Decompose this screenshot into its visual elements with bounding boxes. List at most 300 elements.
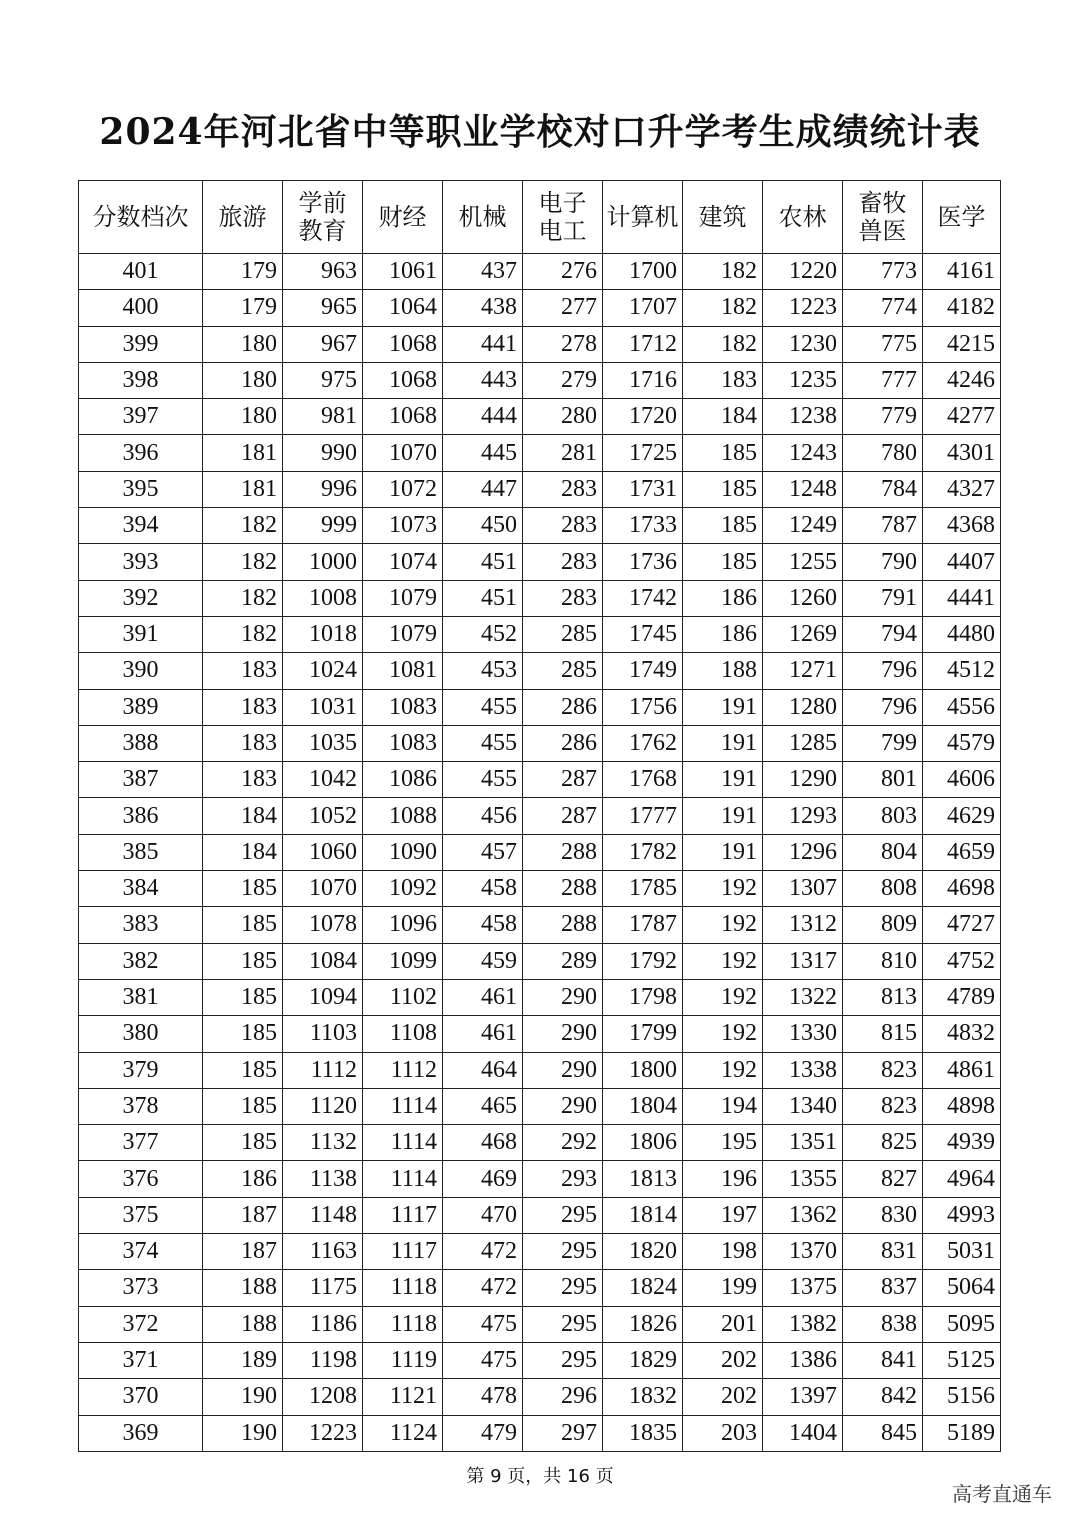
score-cell: 397 [79, 399, 203, 435]
count-cell: 288 [523, 907, 603, 943]
count-cell: 1777 [603, 798, 683, 834]
count-cell: 842 [843, 1379, 923, 1415]
count-cell: 791 [843, 580, 923, 616]
table-row [79, 544, 1001, 580]
count-cell: 1102 [363, 979, 443, 1015]
count-cell: 1018 [283, 616, 363, 652]
count-cell: 1835 [603, 1415, 683, 1451]
column-header: 电子 电工 [523, 181, 603, 254]
count-cell: 182 [203, 580, 283, 616]
count-cell: 184 [203, 798, 283, 834]
count-cell: 185 [203, 1088, 283, 1124]
count-cell: 189 [203, 1342, 283, 1378]
count-cell: 1083 [363, 689, 443, 725]
table-row [79, 435, 1001, 471]
table-row [79, 616, 1001, 652]
count-cell: 1070 [283, 871, 363, 907]
count-cell: 1223 [763, 290, 843, 326]
count-cell: 804 [843, 834, 923, 870]
count-cell: 1060 [283, 834, 363, 870]
count-cell: 183 [203, 689, 283, 725]
count-cell: 1731 [603, 471, 683, 507]
count-cell: 787 [843, 508, 923, 544]
table-row [79, 1270, 1001, 1306]
count-cell: 5125 [923, 1342, 1001, 1378]
count-cell: 287 [523, 798, 603, 834]
count-cell: 191 [683, 798, 763, 834]
count-cell: 4277 [923, 399, 1001, 435]
count-cell: 1762 [603, 725, 683, 761]
count-cell: 451 [443, 544, 523, 580]
score-cell: 370 [79, 1379, 203, 1415]
score-cell: 392 [79, 580, 203, 616]
count-cell: 773 [843, 254, 923, 290]
count-cell: 286 [523, 689, 603, 725]
count-cell: 794 [843, 616, 923, 652]
count-cell: 464 [443, 1052, 523, 1088]
count-cell: 1000 [283, 544, 363, 580]
count-cell: 451 [443, 580, 523, 616]
count-cell: 1798 [603, 979, 683, 1015]
count-cell: 1124 [363, 1415, 443, 1451]
count-cell: 295 [523, 1306, 603, 1342]
count-cell: 290 [523, 1016, 603, 1052]
count-cell: 1806 [603, 1125, 683, 1161]
count-cell: 479 [443, 1415, 523, 1451]
score-cell: 384 [79, 871, 203, 907]
count-cell: 1800 [603, 1052, 683, 1088]
count-cell: 455 [443, 725, 523, 761]
count-cell: 453 [443, 653, 523, 689]
count-cell: 4441 [923, 580, 1001, 616]
count-cell: 280 [523, 399, 603, 435]
count-cell: 996 [283, 471, 363, 507]
count-cell: 196 [683, 1161, 763, 1197]
count-cell: 1083 [363, 725, 443, 761]
count-cell: 4579 [923, 725, 1001, 761]
count-cell: 185 [683, 508, 763, 544]
table-row [79, 871, 1001, 907]
score-cell: 375 [79, 1197, 203, 1233]
score-cell: 394 [79, 508, 203, 544]
count-cell: 809 [843, 907, 923, 943]
count-cell: 1108 [363, 1016, 443, 1052]
count-cell: 458 [443, 871, 523, 907]
count-cell: 1112 [363, 1052, 443, 1088]
count-cell: 1118 [363, 1270, 443, 1306]
count-cell: 185 [203, 979, 283, 1015]
count-cell: 198 [683, 1234, 763, 1270]
count-cell: 775 [843, 326, 923, 362]
table-row [79, 1016, 1001, 1052]
score-cell: 379 [79, 1052, 203, 1088]
count-cell: 182 [683, 326, 763, 362]
count-cell: 192 [683, 943, 763, 979]
count-cell: 192 [683, 1016, 763, 1052]
count-cell: 1829 [603, 1342, 683, 1378]
count-cell: 279 [523, 362, 603, 398]
count-cell: 1375 [763, 1270, 843, 1306]
count-cell: 183 [203, 653, 283, 689]
count-cell: 1088 [363, 798, 443, 834]
count-cell: 1712 [603, 326, 683, 362]
score-cell: 373 [79, 1270, 203, 1306]
count-cell: 1338 [763, 1052, 843, 1088]
column-header: 建筑 [683, 181, 763, 254]
count-cell: 1782 [603, 834, 683, 870]
count-cell: 180 [203, 326, 283, 362]
count-cell: 1094 [283, 979, 363, 1015]
score-cell: 377 [79, 1125, 203, 1161]
count-cell: 441 [443, 326, 523, 362]
count-cell: 1355 [763, 1161, 843, 1197]
table-row [79, 1415, 1001, 1451]
count-cell: 192 [683, 871, 763, 907]
count-cell: 1070 [363, 435, 443, 471]
count-cell: 295 [523, 1270, 603, 1306]
table-row [79, 653, 1001, 689]
score-cell: 369 [79, 1415, 203, 1451]
count-cell: 1117 [363, 1234, 443, 1270]
table-row [79, 508, 1001, 544]
count-cell: 286 [523, 725, 603, 761]
score-cell: 371 [79, 1342, 203, 1378]
count-cell: 4246 [923, 362, 1001, 398]
table-row [79, 326, 1001, 362]
count-cell: 1736 [603, 544, 683, 580]
score-cell: 388 [79, 725, 203, 761]
table-row [79, 1052, 1001, 1088]
count-cell: 1112 [283, 1052, 363, 1088]
count-cell: 1186 [283, 1306, 363, 1342]
count-cell: 278 [523, 326, 603, 362]
count-cell: 4512 [923, 653, 1001, 689]
count-cell: 437 [443, 254, 523, 290]
table-row [79, 1197, 1001, 1233]
column-header: 机械 [443, 181, 523, 254]
count-cell: 276 [523, 254, 603, 290]
count-cell: 290 [523, 979, 603, 1015]
count-cell: 779 [843, 399, 923, 435]
count-cell: 1733 [603, 508, 683, 544]
count-cell: 181 [203, 435, 283, 471]
count-cell: 1768 [603, 762, 683, 798]
count-cell: 4832 [923, 1016, 1001, 1052]
count-cell: 1118 [363, 1306, 443, 1342]
score-cell: 387 [79, 762, 203, 798]
count-cell: 1073 [363, 508, 443, 544]
score-cell: 382 [79, 943, 203, 979]
count-cell: 1119 [363, 1342, 443, 1378]
table-row [79, 399, 1001, 435]
count-cell: 4964 [923, 1161, 1001, 1197]
count-cell: 4939 [923, 1125, 1001, 1161]
count-cell: 823 [843, 1052, 923, 1088]
count-cell: 841 [843, 1342, 923, 1378]
count-cell: 1749 [603, 653, 683, 689]
count-cell: 192 [683, 1052, 763, 1088]
table-row [79, 762, 1001, 798]
count-cell: 1787 [603, 907, 683, 943]
table-row [79, 834, 1001, 870]
count-cell: 1249 [763, 508, 843, 544]
count-cell: 774 [843, 290, 923, 326]
count-cell: 1238 [763, 399, 843, 435]
count-cell: 4629 [923, 798, 1001, 834]
count-cell: 1707 [603, 290, 683, 326]
count-cell: 5156 [923, 1379, 1001, 1415]
count-cell: 1290 [763, 762, 843, 798]
count-cell: 965 [283, 290, 363, 326]
count-cell: 186 [203, 1161, 283, 1197]
count-cell: 1792 [603, 943, 683, 979]
count-cell: 185 [203, 943, 283, 979]
count-cell: 4161 [923, 254, 1001, 290]
count-cell: 1132 [283, 1125, 363, 1161]
count-cell: 288 [523, 834, 603, 870]
count-cell: 1404 [763, 1415, 843, 1451]
count-cell: 5189 [923, 1415, 1001, 1451]
source-watermark: 高考直通车 [952, 1482, 1052, 1506]
column-header: 医学 [923, 181, 1001, 254]
count-cell: 1114 [363, 1088, 443, 1124]
count-cell: 188 [203, 1270, 283, 1306]
count-cell: 4215 [923, 326, 1001, 362]
count-cell: 1330 [763, 1016, 843, 1052]
column-header: 农林 [763, 181, 843, 254]
count-cell: 1799 [603, 1016, 683, 1052]
count-cell: 4480 [923, 616, 1001, 652]
count-cell: 1198 [283, 1342, 363, 1378]
count-cell: 192 [683, 979, 763, 1015]
count-cell: 838 [843, 1306, 923, 1342]
count-cell: 1285 [763, 725, 843, 761]
count-cell: 287 [523, 762, 603, 798]
column-header: 财经 [363, 181, 443, 254]
count-cell: 1064 [363, 290, 443, 326]
count-cell: 1042 [283, 762, 363, 798]
count-cell: 4698 [923, 871, 1001, 907]
count-cell: 285 [523, 616, 603, 652]
score-cell: 381 [79, 979, 203, 1015]
count-cell: 1121 [363, 1379, 443, 1415]
count-cell: 180 [203, 362, 283, 398]
count-cell: 183 [683, 362, 763, 398]
table-row [79, 254, 1001, 290]
count-cell: 188 [203, 1306, 283, 1342]
count-cell: 963 [283, 254, 363, 290]
count-cell: 285 [523, 653, 603, 689]
score-cell: 393 [79, 544, 203, 580]
count-cell: 796 [843, 689, 923, 725]
count-cell: 981 [283, 399, 363, 435]
count-cell: 1832 [603, 1379, 683, 1415]
count-cell: 444 [443, 399, 523, 435]
count-cell: 1255 [763, 544, 843, 580]
count-cell: 808 [843, 871, 923, 907]
table-row [79, 1306, 1001, 1342]
count-cell: 1248 [763, 471, 843, 507]
count-cell: 1117 [363, 1197, 443, 1233]
count-cell: 1260 [763, 580, 843, 616]
count-cell: 1824 [603, 1270, 683, 1306]
count-cell: 283 [523, 544, 603, 580]
count-cell: 1068 [363, 326, 443, 362]
score-table [78, 180, 1001, 1452]
count-cell: 810 [843, 943, 923, 979]
count-cell: 184 [683, 399, 763, 435]
count-cell: 183 [203, 725, 283, 761]
count-cell: 1280 [763, 689, 843, 725]
count-cell: 4789 [923, 979, 1001, 1015]
count-cell: 5095 [923, 1306, 1001, 1342]
table-row [79, 1088, 1001, 1124]
count-cell: 1208 [283, 1379, 363, 1415]
count-cell: 186 [683, 616, 763, 652]
count-cell: 192 [683, 907, 763, 943]
count-cell: 4861 [923, 1052, 1001, 1088]
count-cell: 1220 [763, 254, 843, 290]
count-cell: 191 [683, 762, 763, 798]
count-cell: 182 [203, 616, 283, 652]
count-cell: 1081 [363, 653, 443, 689]
count-cell: 1079 [363, 616, 443, 652]
count-cell: 1826 [603, 1306, 683, 1342]
count-cell: 450 [443, 508, 523, 544]
score-cell: 395 [79, 471, 203, 507]
table-row [79, 1125, 1001, 1161]
count-cell: 1725 [603, 435, 683, 471]
count-cell: 190 [203, 1379, 283, 1415]
count-cell: 295 [523, 1234, 603, 1270]
count-cell: 803 [843, 798, 923, 834]
count-cell: 288 [523, 871, 603, 907]
count-cell: 4182 [923, 290, 1001, 326]
table-row [79, 290, 1001, 326]
count-cell: 815 [843, 1016, 923, 1052]
table-row [79, 362, 1001, 398]
count-cell: 455 [443, 689, 523, 725]
count-cell: 183 [203, 762, 283, 798]
count-cell: 194 [683, 1088, 763, 1124]
score-cell: 378 [79, 1088, 203, 1124]
count-cell: 4727 [923, 907, 1001, 943]
count-cell: 780 [843, 435, 923, 471]
count-cell: 456 [443, 798, 523, 834]
count-cell: 4407 [923, 544, 1001, 580]
count-cell: 472 [443, 1234, 523, 1270]
score-cell: 389 [79, 689, 203, 725]
count-cell: 1175 [283, 1270, 363, 1306]
count-cell: 1382 [763, 1306, 843, 1342]
table-row [79, 1161, 1001, 1197]
count-cell: 180 [203, 399, 283, 435]
count-cell: 796 [843, 653, 923, 689]
count-cell: 801 [843, 762, 923, 798]
table-row [79, 725, 1001, 761]
count-cell: 191 [683, 725, 763, 761]
count-cell: 478 [443, 1379, 523, 1415]
page-title: 2024年河北省中等职业学校对口升学考生成绩统计表 [99, 111, 981, 153]
count-cell: 1720 [603, 399, 683, 435]
score-cell: 380 [79, 1016, 203, 1052]
count-cell: 1756 [603, 689, 683, 725]
count-cell: 813 [843, 979, 923, 1015]
score-cell: 398 [79, 362, 203, 398]
count-cell: 461 [443, 979, 523, 1015]
count-cell: 447 [443, 471, 523, 507]
count-cell: 297 [523, 1415, 603, 1451]
count-cell: 197 [683, 1197, 763, 1233]
count-cell: 1074 [363, 544, 443, 580]
count-cell: 185 [683, 471, 763, 507]
count-cell: 295 [523, 1342, 603, 1378]
count-cell: 1351 [763, 1125, 843, 1161]
count-cell: 438 [443, 290, 523, 326]
count-cell: 1322 [763, 979, 843, 1015]
count-cell: 182 [683, 254, 763, 290]
table-row [79, 798, 1001, 834]
table-row [79, 580, 1001, 616]
count-cell: 1084 [283, 943, 363, 979]
column-header: 学前 教育 [283, 181, 363, 254]
count-cell: 975 [283, 362, 363, 398]
count-cell: 990 [283, 435, 363, 471]
count-cell: 186 [683, 580, 763, 616]
score-cell: 391 [79, 616, 203, 652]
count-cell: 1243 [763, 435, 843, 471]
table-body [79, 254, 1001, 1452]
count-cell: 1340 [763, 1088, 843, 1124]
count-cell: 182 [203, 544, 283, 580]
count-cell: 187 [203, 1197, 283, 1233]
count-cell: 1296 [763, 834, 843, 870]
count-cell: 1024 [283, 653, 363, 689]
table-row [79, 1234, 1001, 1270]
count-cell: 475 [443, 1342, 523, 1378]
count-cell: 185 [203, 907, 283, 943]
count-cell: 283 [523, 508, 603, 544]
column-header: 分数档次 [79, 181, 203, 254]
column-header: 畜牧 兽医 [843, 181, 923, 254]
count-cell: 1079 [363, 580, 443, 616]
count-cell: 458 [443, 907, 523, 943]
count-cell: 837 [843, 1270, 923, 1306]
count-cell: 290 [523, 1088, 603, 1124]
count-cell: 4606 [923, 762, 1001, 798]
page-footer: 第 9 页，共 16 页 [466, 1466, 614, 1487]
count-cell: 1317 [763, 943, 843, 979]
count-cell: 191 [683, 689, 763, 725]
count-cell: 461 [443, 1016, 523, 1052]
count-cell: 1271 [763, 653, 843, 689]
count-cell: 1235 [763, 362, 843, 398]
count-cell: 1700 [603, 254, 683, 290]
table-row [79, 471, 1001, 507]
count-cell: 452 [443, 616, 523, 652]
table-header-row [79, 181, 1001, 254]
count-cell: 1716 [603, 362, 683, 398]
score-cell: 374 [79, 1234, 203, 1270]
table-row [79, 907, 1001, 943]
count-cell: 295 [523, 1197, 603, 1233]
count-cell: 784 [843, 471, 923, 507]
count-cell: 469 [443, 1161, 523, 1197]
count-cell: 1114 [363, 1125, 443, 1161]
count-cell: 1072 [363, 471, 443, 507]
count-cell: 830 [843, 1197, 923, 1233]
count-cell: 296 [523, 1379, 603, 1415]
